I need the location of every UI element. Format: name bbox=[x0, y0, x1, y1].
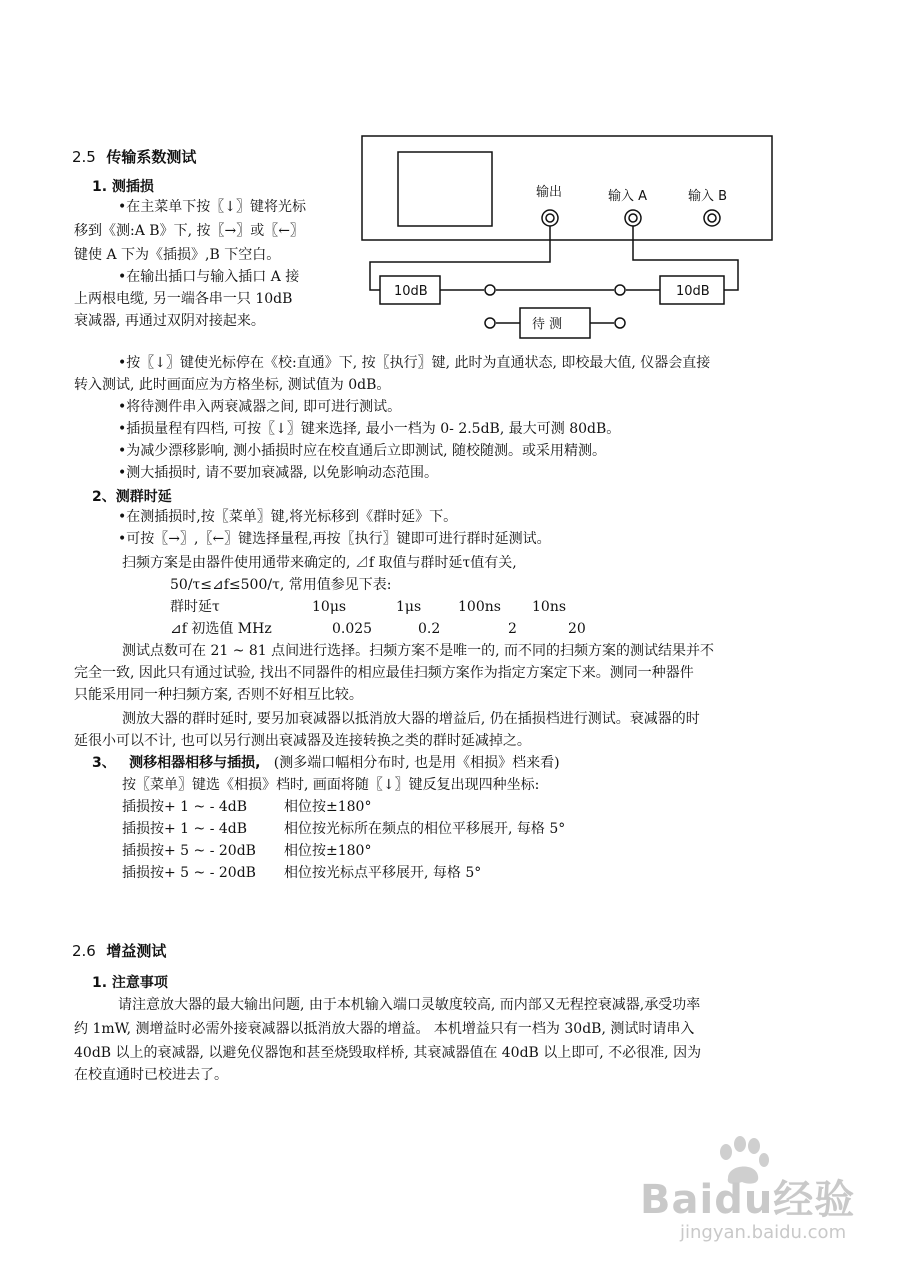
table-cell: 1μs bbox=[396, 599, 422, 615]
section-2-6-heading bbox=[72, 940, 166, 961]
text-line: •在主菜单下按〖↓〗键将光标 bbox=[118, 199, 306, 215]
connection-diagram bbox=[360, 134, 780, 346]
input-b-port-icon bbox=[704, 210, 720, 226]
list-item-insertion: 插损按+ 1 ~ - 4dB bbox=[122, 799, 248, 815]
text-line: •插损量程有四档, 可按〖↓〗键来选择, 最小一档为 0- 2.5dB, 最大可测 80dB。 bbox=[118, 421, 621, 437]
text-line: 延很小可以不计, 也可以另行测出衰减器及连接转换之类的群时延减掉之。 bbox=[74, 733, 531, 749]
table-cell: 0.025 bbox=[332, 621, 373, 637]
connector-icon bbox=[615, 318, 625, 328]
attenuator-left-label: 10dB bbox=[394, 284, 428, 299]
text-line: •在测插损时,按〖菜单〗键,将光标移到《群时延》下。 bbox=[118, 509, 458, 525]
list-item-insertion: 插损按+ 5 ~ - 20dB bbox=[122, 865, 256, 881]
table-cell: 10ns bbox=[532, 599, 567, 615]
table-cell: 2 bbox=[508, 621, 517, 637]
section-title: 增益测试 bbox=[106, 942, 167, 960]
section-number: 2.5 bbox=[72, 148, 96, 166]
text-line: •按〖↓〗键使光标停在《校:直通》下, 按〖执行〗键, 此时为直通状态, 即校最大值, 仪器会直接 bbox=[118, 355, 711, 371]
text-line: •可按〖→〗,〖←〗键选择量程,再按〖执行〗键即可进行群时延测试。 bbox=[118, 531, 551, 547]
list-item-insertion: 插损按+ 1 ~ - 4dB bbox=[122, 821, 248, 837]
table-cell: 100ns bbox=[458, 599, 501, 615]
subsection-heading: 1. 测插损 bbox=[92, 179, 154, 195]
list-item-phase: 相位按±180° bbox=[284, 843, 372, 859]
subsection-note: (测多端口幅相分布时, 也是用《相损》档来看) bbox=[273, 755, 560, 771]
table-cell: 20 bbox=[568, 621, 586, 637]
output-port-icon bbox=[542, 210, 558, 226]
text-line: 上两根电缆, 另一端各串一只 10dB bbox=[74, 291, 293, 307]
table-cell: 群时延τ bbox=[170, 599, 220, 615]
text-line: 完全一致, 因此只有通过试验, 找出不同器件的相应最佳扫频方案作为指定方案定下来。测同一种器件 bbox=[74, 665, 694, 681]
text-line: 只能采用同一种扫频方案, 否则不好相互比较。 bbox=[74, 687, 363, 703]
text-line: 40dB 以上的衰减器, 以避免仪器饱和甚至烧毁取样桥, 其衰减器值在 40dB 以上即可, 不必很准, 因为 bbox=[74, 1045, 702, 1061]
dut-label: 待 测 bbox=[532, 317, 563, 332]
text-line: 约 1mW, 测增益时必需外接衰减器以抵消放大器的增益。 本机增益只有一档为 30dB, 测试时请串入 bbox=[74, 1021, 695, 1037]
subsection-title: 测移相器相移与插损, bbox=[129, 755, 261, 771]
section-title: 传输系数测试 bbox=[106, 148, 197, 166]
input-b-label: 输入 B bbox=[688, 189, 728, 204]
text-line: •测大插损时, 请不要加衰减器, 以免影响动态范围。 bbox=[118, 465, 439, 481]
output-label: 输出 bbox=[536, 185, 563, 200]
subsection-number: 3、 bbox=[92, 755, 116, 771]
connector-icon bbox=[485, 285, 495, 295]
table-cell: 10μs bbox=[312, 599, 347, 615]
text-line: 扫频方案是由器件使用通带来确定的, ⊿f 取值与群时延τ值有关, bbox=[122, 555, 517, 571]
instrument-screen bbox=[398, 152, 492, 226]
text-line: 请注意放大器的最大输出问题, 由于本机输入端口灵敏度较高, 而内部又无程控衰减器,承受功率 bbox=[118, 997, 701, 1013]
subsection-heading-3 bbox=[92, 754, 560, 772]
text-line: 测放大器的群时延时, 要另加衰减器以抵消放大器的增益后, 仍在插损档进行测试。衰减器的时 bbox=[122, 711, 700, 727]
section-2-5-heading bbox=[72, 146, 196, 167]
text-line: 移到《测:A B》下, 按〖→〗或〖←〗 bbox=[74, 223, 304, 239]
watermark-logo: Baidu经验 bbox=[640, 1177, 856, 1223]
list-item-phase: 相位按光标所在频点的相位平移展开, 每格 5° bbox=[284, 821, 566, 837]
subsection-heading: 2、测群时延 bbox=[92, 489, 172, 505]
text-line: •将待测件串入两衰减器之间, 即可进行测试。 bbox=[118, 399, 402, 415]
connector-icon bbox=[485, 318, 495, 328]
table-cell: 0.2 bbox=[418, 621, 441, 637]
text-line: 键使 A 下为《插损》,B 下空白。 bbox=[74, 247, 281, 263]
list-item-insertion: 插损按+ 5 ~ - 20dB bbox=[122, 843, 256, 859]
subsection-heading: 1. 注意事项 bbox=[92, 975, 168, 991]
text-line: 转入测试, 此时画面应为方格坐标, 测试值为 0dB。 bbox=[74, 377, 391, 393]
table-cell: ⊿f 初选值 MHz bbox=[170, 621, 272, 637]
connector-icon bbox=[615, 285, 625, 295]
watermark-url: jingyan.baidu.com bbox=[680, 1222, 847, 1243]
list-item-phase: 相位按光标点平移展开, 每格 5° bbox=[284, 865, 482, 881]
section-number: 2.6 bbox=[72, 942, 96, 960]
text-line: 衰减器, 再通过双阴对接起来。 bbox=[74, 313, 265, 329]
input-a-port-icon bbox=[625, 210, 641, 226]
text-line: 在校直通时已校进去了。 bbox=[74, 1067, 228, 1083]
text-line: 按〖菜单〗键选《相损》档时, 画面将随〖↓〗键反复出现四种坐标: bbox=[122, 777, 540, 793]
text-line: •在输出插口与输入插口 A 接 bbox=[118, 269, 300, 285]
input-a-label: 输入 A bbox=[608, 189, 648, 204]
formula-line: 50/τ≤⊿f≤500/τ, 常用值参见下表: bbox=[170, 577, 392, 593]
text-line: •为减少漂移影响, 测小插损时应在校直通后立即测试, 随校随测。或采用精测。 bbox=[118, 443, 607, 459]
text-line: 测试点数可在 21 ~ 81 点间进行选择。扫频方案不是唯一的, 而不同的扫频方案的测试结果并不 bbox=[122, 643, 715, 659]
attenuator-right-label: 10dB bbox=[676, 284, 710, 299]
list-item-phase: 相位按±180° bbox=[284, 799, 372, 815]
